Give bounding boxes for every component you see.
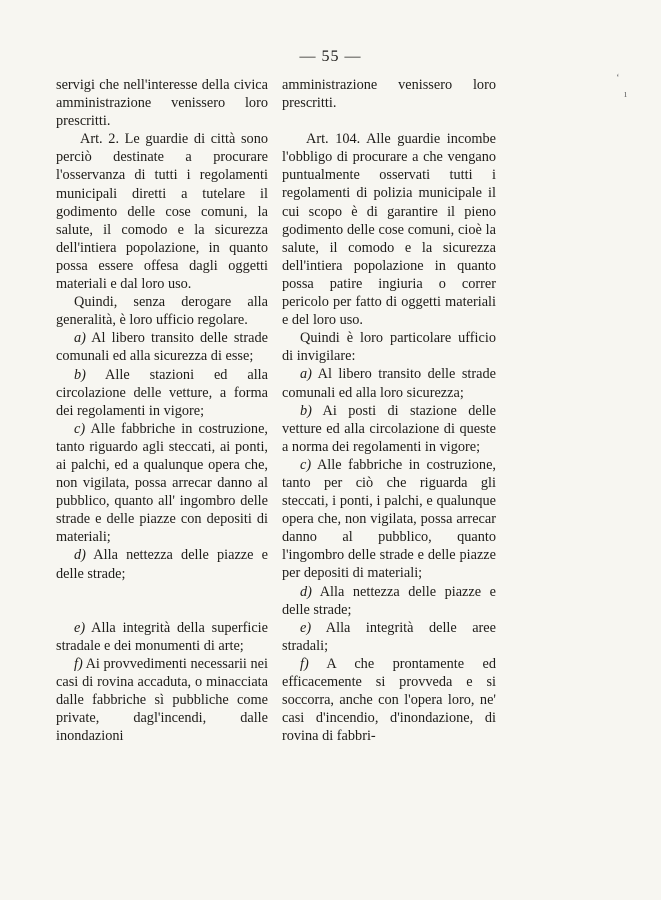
blank-space bbox=[282, 112, 496, 130]
list-item bbox=[56, 546, 268, 582]
list-item bbox=[282, 655, 496, 745]
item-letter: b) bbox=[74, 366, 86, 383]
paragraph-text: Alla integrità della superficie stradale e dei monumenti di arte; bbox=[56, 619, 268, 654]
continued-paragraph bbox=[282, 76, 496, 112]
continued-paragraph bbox=[56, 76, 268, 130]
item-letter: e) bbox=[300, 619, 312, 636]
blank-space bbox=[56, 583, 268, 619]
paragraph bbox=[282, 329, 496, 365]
item-letter: c) bbox=[74, 420, 86, 437]
list-item bbox=[56, 619, 268, 655]
paragraph-text: Art. 2. Le guardie di città sono perciò destinate a procurare l'osservanza di tutti i regolamenti municipali diretti a tutelare il godimento delle cose comuni, la salute, il comodo e la sicurezza dell'intiera popolazione, in quanto possa essere offesa dagli oggetti materiali e dal loro uso. bbox=[56, 131, 268, 293]
paragraph-text: Alle fabbriche in costruzione, tanto per ciò che riguarda gli steccati, i ponti, i palchi, e qualunque opera che, non vigilata, possa arrecar danno al pubblico, quanto l'ingombro delle strade e delle piazze per depositi di materiali; bbox=[282, 456, 496, 582]
paragraph-text: Alla nettezza delle piazze e delle strade; bbox=[282, 583, 496, 618]
item-letter: c) bbox=[300, 456, 312, 473]
article-paragraph bbox=[282, 130, 496, 329]
paragraph-text: Alle stazioni ed alla circolazione delle vetture, a forma dei regolamenti in vigore; bbox=[56, 366, 268, 419]
paragraph-text: Art. 104. Alle guardie incombe l'obbligo di procurare a che vengano puntualmente osservati tutti i regolamenti di polizia municipale il cui scopo è di garantire il pieno godimento delle cose comuni, cioè la salute, il comodo e la sicurezza dell'intiera popolazione in quanto possa patire ingiuria o correr pericolo per fatto di oggetti materiali e del loro uso. bbox=[282, 131, 496, 329]
list-item bbox=[282, 456, 496, 583]
paragraph-text: Al libero transito delle strade comunali ed alla sicurezza di esse; bbox=[56, 330, 268, 365]
list-item bbox=[282, 402, 496, 456]
paragraph-text: amministrazione venissero loro prescritti. bbox=[282, 77, 496, 112]
margin-mark: ı bbox=[624, 88, 628, 100]
item-letter: a) bbox=[300, 366, 312, 383]
item-letter: a) bbox=[74, 330, 86, 347]
list-item bbox=[282, 619, 496, 655]
paragraph-text: Quindi, senza derogare alla generalità, è loro ufficio regolare. bbox=[56, 294, 268, 329]
left-column bbox=[56, 76, 268, 745]
paragraph-text: Alle fabbriche in costruzione, tanto riguardo agli steccati, ai ponti, ai palchi, ed a qualunque opera che, non vigilata, possa arrecar danno al pubblico, quanto all' ingombro delle strade e delle piazze con depositi di materiali; bbox=[56, 420, 268, 546]
item-letter: d) bbox=[74, 547, 86, 564]
paragraph-text: Al libero transito delle strade comunali ed alla loro sicurezza; bbox=[282, 366, 496, 401]
list-item bbox=[56, 329, 268, 365]
right-column bbox=[282, 76, 496, 745]
paragraph-text: servigi che nell'interesse della civica amministrazione venissero loro prescritti. bbox=[56, 77, 268, 130]
paragraph-text: Ai provvedimenti necessarii nei casi di rovina accaduta, o minacciata dalle fabbriche sì pubbliche come private, dagl'incendi, dalle inondazioni bbox=[56, 655, 268, 745]
paragraph-text: Alla integrità delle aree stradali; bbox=[282, 619, 496, 654]
paragraph-text: A che prontamente ed efficacemente si provveda e si soccorra, anche con l'opera loro, ne' casi d'incendio, d'inondazione, di rovina di fabbri- bbox=[282, 655, 496, 745]
list-item bbox=[282, 583, 496, 619]
item-letter: f) bbox=[300, 655, 309, 672]
paragraph-text: Ai posti di stazione delle vetture ed alla circolazione di queste a norma dei regolamenti in vigore; bbox=[282, 402, 496, 455]
item-letter: e) bbox=[74, 619, 86, 636]
margin-mark: ‘ bbox=[616, 72, 620, 84]
list-item bbox=[282, 365, 496, 401]
item-letter: b) bbox=[300, 402, 312, 419]
list-item bbox=[56, 366, 268, 420]
item-letter: d) bbox=[300, 583, 312, 600]
paragraph-text: Alla nettezza delle piazze e delle strade; bbox=[56, 547, 268, 582]
item-letter: f) bbox=[74, 655, 83, 672]
page-number: — 55 — bbox=[299, 48, 362, 65]
paragraph bbox=[56, 293, 268, 329]
list-item bbox=[56, 655, 268, 745]
paragraph-text: Quindi è loro particolare ufficio di invigilare: bbox=[282, 330, 496, 365]
list-item bbox=[56, 420, 268, 547]
article-paragraph bbox=[56, 130, 268, 293]
